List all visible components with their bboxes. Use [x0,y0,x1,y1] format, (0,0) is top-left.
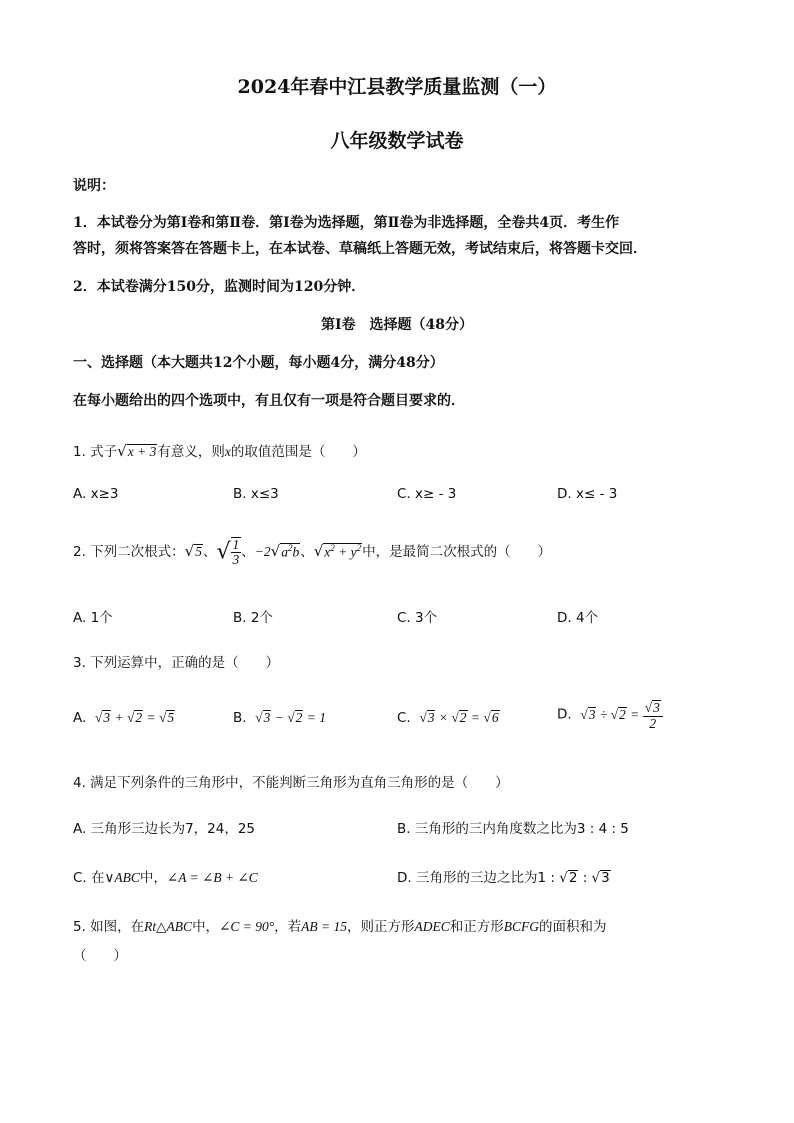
q4-option-b[interactable]: B. 三角形的三内角度数之比为3 : 4 : 5 [397,821,629,837]
q5-text-d: ，若 [274,919,302,935]
q5-rt-triangle: Rt△ABC [144,919,193,934]
q4-d-prefix: D. 三角形的三边之比为1 : [397,870,560,886]
q2-r4-exp-a: 2 [330,542,335,553]
notes-item1-line2: 答时，须将答案答在答题卡上，在本试卷、草稿纸上答题无效，考试结束后，将答题卡交回． [73,241,647,257]
q3-d-den: 2 [649,715,657,731]
q3-d-eq: = [626,706,643,722]
q2-sep2: 、 [241,544,255,561]
q5-angle: ∠C = 90° [219,919,275,934]
q3-a-op: + [111,710,127,725]
q2-r4-a: x [324,544,331,560]
q2-root4 [323,543,362,560]
q1-option-b[interactable]: B. x≤3 [233,486,279,502]
question-4-stem: 4. 满足下列条件的三角形中，不能判断三角形为直角三角形的是（ ） [73,775,509,791]
q1-option-d[interactable]: D. x≤ - 3 [557,486,618,502]
q2-prefix: 2. 下列二次根式： [73,544,185,561]
q4-c-mid: 中， [139,870,167,886]
question-5-stem-line1 [73,915,607,935]
q3-c-label: C. [397,710,411,726]
q3-d-fraction: $\frac{√3}{2}$ [643,700,663,731]
q1-radicand: x + 3 [127,444,157,459]
q4-c-prefix: C. 在 [73,870,105,886]
q2-fraction [231,537,242,567]
q3-c-r1: 3 [427,710,435,725]
q1-prefix: 1. 式子 [73,444,118,460]
q3-a-label: A. [73,710,87,726]
q2-r3-tail: b [292,544,300,560]
q5-square-adec: ADEC [414,919,450,934]
q2-option-d[interactable]: D. 4个 [557,610,599,626]
q3-d-r1: 3 [588,706,596,722]
q2-frac-num: 1 [232,537,240,552]
q5-text-a: 5. 如图，在 [73,919,145,935]
q3-d-label: D. [557,706,572,723]
question-1-stem: 1. 式子√x + 3有意义，则x的取值范围是（ ） [73,442,366,460]
q3-a-r1: 3 [103,710,111,725]
q5-text-h: 和正方形 [449,919,504,935]
q2-root1: 5 [195,544,202,560]
q2-sep3: 、 [300,544,314,561]
q3-d-num: 3 [653,700,660,715]
q4-c-triangle: ∨ABC [104,870,140,885]
q3-b-r2: 2 [295,710,303,725]
volume-title: 第Ⅰ卷 选择题（48分） [320,317,474,333]
notes-item1-line1: 1．本试卷分为第Ⅰ卷和第Ⅱ卷．第Ⅰ卷为选择题，第Ⅱ卷为非选择题，全卷共4页．考生作 [73,215,620,231]
q3-option-d[interactable]: D. √3 ÷ √2 = $\frac{√3}{2}$ [557,700,663,731]
q2-sep1: 、 [202,544,217,561]
q2-r4-plus: + [334,544,351,560]
q4-option-d[interactable]: D. 三角形的三边之比为1 : √2 : √3 [397,870,610,886]
q1-suffix-b: 的取值范围是（ ） [230,444,366,460]
question-3-stem: 3. 下列运算中，正确的是（ ） [73,655,280,671]
question-2-stem: 2. 下列二次根式：√5、√ $\frac{1}{3}$ 、$-2√a^2b$、$√x^2 + y^2$中，是最简二次根式的（ ） [73,537,552,568]
q3-d-op: ÷ [596,706,611,722]
q1-option-c[interactable]: C. x≥ - 3 [397,486,457,502]
q2-option-c[interactable]: C. 3个 [397,610,438,626]
q5-ab: AB = 15 [301,919,347,934]
q2-r3-coef: −2 [254,544,271,560]
q5-square-bcfg: BCFG [503,919,539,934]
q2-option-a[interactable]: A. 1个 [73,610,113,626]
q1-suffix-a: 有意义，则 [157,444,225,460]
exam-title: 2024年春中江县教学质量监测（一） [237,76,557,98]
q4-option-a[interactable]: A. 三角形三边长为7，24，25 [73,821,256,837]
q3-c-eq: = [467,710,484,725]
q2-r3-base: a [281,544,288,560]
q2-r4-b: y [350,544,357,560]
q5-text-b: 中， [192,919,220,935]
q3-a-r2: 2 [135,710,143,725]
q3-b-label: B. [233,710,247,726]
q3-b-op: − [271,710,288,725]
q5-text-f: ，则正方形 [347,919,415,935]
q4-d-r2: 3 [601,870,610,886]
q3-c-r3: 6 [491,710,499,725]
q3-option-a[interactable]: A. √3 + √2 = √5 [73,710,175,726]
exam-subtitle: 八年级数学试卷 [330,130,464,152]
q2-suffix: 中，是最简二次根式的（ ） [362,544,552,561]
q3-b-eq: = 1 [303,710,326,725]
q2-frac-den: 3 [232,552,240,568]
q3-a-r3: 5 [167,710,175,725]
q4-option-c[interactable] [73,866,258,886]
question-5-stem-line2: （ ） [73,948,127,964]
q2-root3 [280,543,300,560]
q4-d-colon: : [578,870,592,886]
q3-option-b[interactable]: B. √3 − √2 = 1 [233,710,326,726]
q4-c-expr: ∠A = ∠B + ∠C [166,870,258,885]
q3-a-eq: = [143,710,159,725]
q4-d-r1: 2 [568,870,578,886]
notes-heading: 说明： [73,178,115,194]
q3-b-r1: 3 [263,710,271,725]
part-title: 一、选择题（本大题共12个小题，每小题4分，满分48分） [73,355,444,371]
notes-item2: 2．本试卷满分150分，监测时间为120分钟． [73,279,366,295]
q3-c-op: × [435,710,452,725]
q2-option-b[interactable]: B. 2个 [233,610,273,626]
q5-text-j: 的面积和为 [539,919,607,935]
q2-r3-exp: 2 [287,542,293,553]
q1-option-a[interactable]: A. x≥3 [73,486,119,502]
q3-option-c[interactable]: C. √3 × √2 = √6 [397,710,499,726]
q2-r4-exp-b: 2 [356,542,362,553]
q3-d-r2: 2 [619,706,626,722]
q3-c-r2: 2 [459,710,467,725]
q1-var: x [224,444,231,459]
part-instruction: 在每小题给出的四个选项中，有且仅有一项是符合题目要求的． [73,393,465,409]
